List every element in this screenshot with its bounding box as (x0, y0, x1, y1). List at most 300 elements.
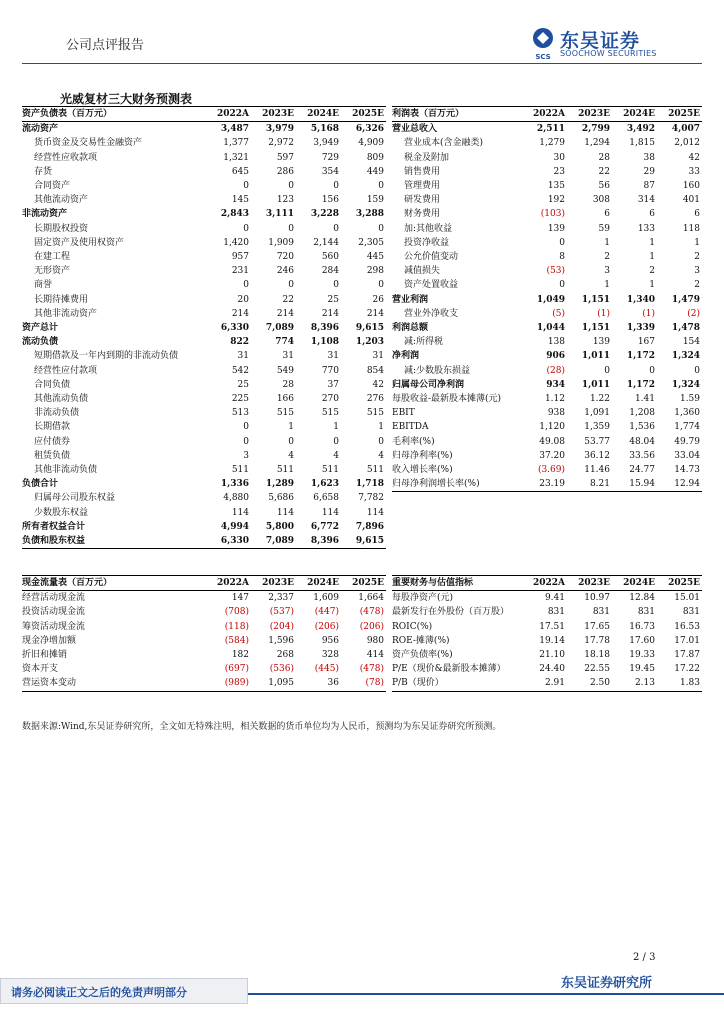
row-label: 利润总额 (392, 323, 429, 334)
table-row (392, 349, 702, 363)
cell-value: 401 (682, 195, 700, 206)
row-label: 营业利润 (392, 294, 429, 305)
cell-value: 14.73 (674, 465, 700, 476)
cell-value: (445) (314, 664, 339, 675)
table-row (392, 676, 702, 691)
table-row (22, 349, 386, 363)
cell-value: 118 (682, 223, 700, 234)
cell-value: 5,168 (310, 124, 339, 135)
disclaimer-notice: 请务必阅读正文之后的免责声明部分 (0, 978, 248, 1004)
cell-value: 1,151 (581, 323, 610, 334)
cell-value: 3,111 (265, 209, 294, 220)
year-header: 2022A (522, 576, 567, 591)
cell-value: 1,151 (581, 294, 610, 305)
cell-value: 28 (282, 379, 294, 390)
table-row (22, 662, 386, 676)
cell-value: 139 (592, 337, 610, 348)
row-label: 在建工程 (34, 252, 71, 263)
table-row (22, 335, 386, 349)
cell-value: 1,377 (223, 138, 249, 149)
table-row (22, 378, 386, 392)
cell-value: 10.97 (584, 593, 610, 604)
row-label: 长期股权投资 (34, 223, 89, 234)
table-row (22, 207, 386, 221)
cell-value: 87 (643, 181, 655, 192)
table-row (392, 250, 702, 264)
year-header: 2025E (657, 576, 702, 591)
cell-value: 0 (288, 280, 294, 291)
cell-value: 1,359 (584, 422, 610, 433)
cell-value: 231 (231, 266, 249, 277)
cell-value: 2,799 (581, 124, 610, 135)
table-header-row (22, 107, 386, 122)
cell-value: 1,718 (355, 479, 384, 490)
cell-value: 934 (546, 379, 565, 390)
year-header: 2024E (612, 576, 657, 591)
cell-value: 980 (366, 635, 384, 646)
cell-value: 42 (372, 379, 384, 390)
cell-value: 18.18 (584, 650, 610, 661)
row-label: 减:所得税 (404, 337, 444, 348)
cell-value: 42 (688, 152, 700, 163)
cell-value: 1,095 (251, 676, 296, 691)
row-label: 管理费用 (404, 181, 441, 192)
cell-value: 1 (604, 280, 610, 291)
year-header: 2023E (567, 576, 612, 591)
cell-value: 24.77 (629, 465, 655, 476)
cell-value: 1,279 (539, 138, 565, 149)
cell-value: 3,979 (265, 124, 294, 135)
row-label: 营业总收入 (392, 124, 438, 135)
cell-value: 2,337 (268, 593, 294, 604)
cell-value: (206) (359, 621, 384, 632)
row-label: 公允价值变动 (404, 252, 459, 263)
cell-value: 0 (333, 181, 339, 192)
cell-value: 1,324 (671, 351, 700, 362)
cell-value: 1,172 (626, 379, 655, 390)
row-label: 营运资本变动 (22, 676, 206, 691)
table-title: 重要财务与估值指标 (392, 576, 522, 591)
table-row (22, 278, 386, 292)
table-row (392, 620, 702, 634)
table-row (22, 193, 386, 207)
cell-value: 1.83 (657, 676, 702, 691)
year-header: 2023E (251, 107, 296, 122)
cell-value: 1,108 (310, 337, 339, 348)
cell-value: (478) (359, 664, 384, 675)
cell-value: 145 (231, 195, 249, 206)
cell-value: 192 (547, 195, 565, 206)
cell-value: (3.69) (537, 465, 565, 476)
cell-value: 48.04 (629, 436, 655, 447)
cell-value: 6 (604, 209, 610, 220)
cell-value: 1,208 (629, 408, 655, 419)
cell-value: 123 (276, 195, 294, 206)
table-row (392, 179, 702, 193)
ratios-table (392, 575, 702, 692)
table-row (22, 293, 386, 307)
cell-value: 2,012 (674, 138, 700, 149)
cell-value: 17.65 (584, 621, 610, 632)
year-header: 2023E (567, 107, 612, 122)
cell-value: 1,664 (358, 593, 384, 604)
row-label: 归属母公司净利润 (392, 379, 465, 390)
cell-value: (708) (224, 607, 249, 618)
cell-value: 23.19 (522, 477, 567, 492)
cell-value: 7,782 (358, 493, 384, 504)
income-statement-table (392, 106, 702, 492)
cell-value: 542 (231, 365, 249, 376)
cell-value: 0 (559, 237, 565, 248)
row-label: 无形资产 (34, 266, 71, 277)
cell-value: 0 (559, 280, 565, 291)
table-row (22, 634, 386, 648)
row-label: 经营性应付款项 (34, 365, 98, 376)
year-header: 2023E (251, 576, 296, 591)
cell-value: 1,609 (313, 593, 339, 604)
page-number: 2 / 3 (633, 952, 656, 963)
cell-value: 549 (276, 365, 294, 376)
year-header: 2025E (657, 107, 702, 122)
cell-value: 308 (592, 195, 610, 206)
row-label: 资产总计 (22, 323, 59, 334)
table-row (22, 236, 386, 250)
cell-value: 53.77 (584, 436, 610, 447)
cell-value: 31 (237, 351, 249, 362)
cell-value: 36.12 (584, 450, 610, 461)
balance-sheet-table (22, 106, 386, 549)
row-label: 资本开支 (22, 664, 59, 675)
table-row (392, 151, 702, 165)
cell-value: 3,492 (626, 124, 655, 135)
cell-value: 159 (366, 195, 384, 206)
table-title: 利润表（百万元） (392, 107, 522, 122)
cell-value: 4 (333, 450, 339, 461)
row-label: 租赁负债 (34, 450, 71, 461)
cell-value: 1,091 (584, 408, 610, 419)
table-row (22, 136, 386, 150)
cell-value: 16.73 (629, 621, 655, 632)
row-label: 长期待摊费用 (34, 294, 89, 305)
cell-value: 511 (321, 465, 339, 476)
cell-value: 1,340 (626, 294, 655, 305)
cell-value: 25 (237, 379, 249, 390)
cell-value: 167 (637, 337, 655, 348)
row-label: 减:少数股东损益 (404, 365, 471, 376)
cell-value: 1,011 (581, 379, 610, 390)
row-label: 每股收益-最新股本摊薄(元) (392, 394, 502, 405)
cell-value: 33 (688, 166, 700, 177)
cell-value: 8,396 (310, 323, 339, 334)
cell-value: 0 (333, 436, 339, 447)
row-label: 每股净资产(元) (392, 593, 454, 604)
cell-value: 276 (366, 394, 384, 405)
table-row (392, 463, 702, 477)
row-label: 非流动资产 (22, 209, 68, 220)
cell-value: 831 (682, 607, 700, 618)
year-header: 2024E (612, 107, 657, 122)
table-row (22, 676, 386, 691)
cell-value: 809 (366, 152, 384, 163)
cell-value: 20 (237, 294, 249, 305)
cell-value: 2 (649, 266, 655, 277)
table-row (22, 506, 386, 520)
table-header-row (392, 107, 702, 122)
cell-value: 513 (231, 408, 249, 419)
year-header: 2025E (341, 576, 386, 591)
cell-value: 560 (321, 252, 339, 263)
cell-value: 17.01 (674, 635, 700, 646)
table-row (392, 335, 702, 349)
row-label: 经营性应收款项 (34, 152, 98, 163)
cell-value: 0 (243, 181, 249, 192)
row-label: 归母净利率(%) (392, 450, 453, 461)
cell-value: 1,478 (671, 323, 700, 334)
cell-value: 5,800 (265, 521, 294, 532)
cell-value: 0 (333, 223, 339, 234)
cash-flow-table (22, 575, 386, 692)
year-header: 2022A (206, 107, 251, 122)
cell-value: 1.41 (634, 394, 655, 405)
cell-value: 1.12 (544, 394, 565, 405)
cell-value: 166 (276, 394, 294, 405)
table-row (392, 264, 702, 278)
row-label: 资产处置收益 (404, 280, 459, 291)
table-row (392, 364, 702, 378)
row-label: 非流动负债 (34, 408, 80, 419)
cell-value: 0 (649, 365, 655, 376)
row-label: 净利润 (392, 351, 420, 362)
year-header: 2022A (522, 107, 567, 122)
cell-value: (447) (314, 607, 339, 618)
cell-value: 774 (275, 337, 294, 348)
cell-value: 1,774 (674, 422, 700, 433)
cell-value: 5,686 (268, 493, 294, 504)
row-label: 投资活动现金流 (22, 607, 86, 618)
cell-value: 114 (366, 507, 384, 518)
cell-value: 938 (547, 408, 565, 419)
cell-value: 0 (333, 280, 339, 291)
cell-value: 0 (378, 181, 384, 192)
row-label: 所有者权益合计 (22, 521, 86, 532)
row-label: 减值损失 (404, 266, 441, 277)
cell-value: 0 (288, 181, 294, 192)
cell-value: 1 (649, 252, 655, 263)
table-row (392, 165, 702, 179)
cell-value: (536) (269, 664, 294, 675)
cell-value: 114 (321, 507, 339, 518)
table-row (22, 122, 386, 137)
cell-value: 2,511 (536, 124, 565, 135)
row-label: 经营活动现金流 (22, 593, 86, 604)
table-row (392, 321, 702, 335)
cell-value: 515 (276, 408, 294, 419)
row-label: EBITDA (392, 422, 429, 433)
row-label: 收入增长率(%) (392, 465, 453, 476)
cell-value: 17.22 (674, 664, 700, 675)
cell-value: 31 (282, 351, 294, 362)
cell-value: 19.45 (629, 664, 655, 675)
cell-value: 1,172 (626, 351, 655, 362)
year-header: 2024E (296, 576, 341, 591)
cell-value: (989) (206, 676, 251, 691)
table-row (392, 307, 702, 321)
cell-value: 8.21 (567, 477, 612, 492)
cell-value: 354 (321, 166, 339, 177)
cell-value: 4,909 (358, 138, 384, 149)
cell-value: 956 (321, 635, 339, 646)
cell-value: 147 (231, 593, 249, 604)
cell-value: 0 (378, 223, 384, 234)
table-row (392, 435, 702, 449)
table-row (22, 250, 386, 264)
table-title: 资产负债表（百万元） (22, 107, 206, 122)
cell-value: 515 (366, 408, 384, 419)
cell-value: 2,843 (220, 209, 249, 220)
cell-value: 2 (694, 252, 700, 263)
row-label: P/E（现价&最新股本摊薄） (392, 664, 506, 675)
cell-value: 33.56 (629, 450, 655, 461)
cell-value: 2,305 (358, 237, 384, 248)
cell-value: 2.13 (612, 676, 657, 691)
year-header: 2025E (341, 107, 386, 122)
table-row (22, 406, 386, 420)
cell-value: 1 (604, 237, 610, 248)
row-label: 折旧和摊销 (22, 650, 68, 661)
cell-value: 23 (553, 166, 565, 177)
cell-value: 17.51 (539, 621, 565, 632)
table-row (22, 165, 386, 179)
cell-value: 0 (378, 280, 384, 291)
cell-value: 3 (604, 266, 610, 277)
row-label: 资产负债率(%) (392, 650, 453, 661)
cell-value: (1) (597, 308, 610, 319)
table-row (22, 222, 386, 236)
cell-value: 17.78 (584, 635, 610, 646)
cell-value: 114 (276, 507, 294, 518)
cell-value: 38 (643, 152, 655, 163)
cell-value: 511 (366, 465, 384, 476)
header-divider (22, 63, 702, 64)
table-row (392, 392, 702, 406)
cell-value: 2 (694, 280, 700, 291)
page-title: 光威复材三大财务预测表 (60, 92, 193, 106)
cell-value: 328 (321, 650, 339, 661)
cell-value: 4 (378, 450, 384, 461)
cell-value: 0 (378, 436, 384, 447)
table-row (392, 207, 702, 221)
cell-value: (2) (687, 308, 700, 319)
cell-value: 49.79 (674, 436, 700, 447)
row-label: 营业成本(含金融类) (404, 138, 484, 149)
table-row (392, 293, 702, 307)
table-row (392, 378, 702, 392)
cell-value: 314 (637, 195, 655, 206)
cell-value: 246 (276, 266, 294, 277)
cell-value: 154 (682, 337, 700, 348)
cell-value: (103) (540, 209, 565, 220)
cell-value: 2 (604, 252, 610, 263)
cell-value: 515 (321, 408, 339, 419)
cell-value: 1,360 (674, 408, 700, 419)
cell-value: 9.41 (544, 593, 565, 604)
row-label: 其他流动资产 (34, 195, 89, 206)
cell-value: 6 (649, 209, 655, 220)
cell-value: 11.46 (584, 465, 610, 476)
cell-value: 1,321 (223, 152, 249, 163)
row-label: 最新发行在外股份（百万股） (392, 607, 510, 618)
cell-value: 2,144 (313, 237, 339, 248)
table-row (392, 122, 702, 137)
cell-value: 1,049 (536, 294, 565, 305)
table-row (22, 364, 386, 378)
table-row (392, 236, 702, 250)
table-row (22, 179, 386, 193)
cell-value: 28 (598, 152, 610, 163)
table-row (22, 392, 386, 406)
cell-value: 6,330 (206, 534, 251, 549)
cell-value: 56 (598, 181, 610, 192)
cell-value: 729 (321, 152, 339, 163)
cell-value: 1,294 (584, 138, 610, 149)
row-label: 少数股东权益 (34, 507, 89, 518)
row-label: 负债和股东权益 (22, 534, 206, 549)
cell-value: 214 (231, 308, 249, 319)
table-row (22, 435, 386, 449)
table-row (392, 278, 702, 292)
cell-value: 139 (547, 223, 565, 234)
row-label: 长期借款 (34, 422, 71, 433)
row-label: 筹资活动现金流 (22, 621, 86, 632)
cell-value: 19.33 (629, 650, 655, 661)
logo-en-text: SOOCHOW SECURITIES (560, 49, 657, 58)
cell-value: (204) (269, 621, 294, 632)
cell-value: 3,228 (310, 209, 339, 220)
cell-value: 720 (276, 252, 294, 263)
cell-value: 268 (276, 650, 294, 661)
cell-value: (584) (224, 635, 249, 646)
row-label: 存货 (34, 166, 53, 177)
source-note: 数据来源:Wind,东吴证券研究所，全文如无特殊注明，相关数据的货币单位均为人民币，预测均为东吴证券研究所预测。 (22, 722, 502, 732)
table-row (22, 463, 386, 477)
table-row (22, 449, 386, 463)
table-header-row (22, 576, 386, 591)
cell-value: 1,289 (265, 479, 294, 490)
cell-value: 445 (366, 252, 384, 263)
row-label: 固定资产及使用权资产 (34, 237, 125, 248)
cell-value: 831 (637, 607, 655, 618)
cell-value: 1 (649, 280, 655, 291)
cell-value: 6,772 (310, 521, 339, 532)
cell-value: (537) (269, 607, 294, 618)
table-row (22, 307, 386, 321)
cell-value: (5) (552, 308, 565, 319)
cell-value: 1,596 (268, 635, 294, 646)
cell-value: 8,396 (296, 534, 341, 549)
row-label: 流动负债 (22, 337, 59, 348)
cell-value: 37 (327, 379, 339, 390)
cell-value: 0 (694, 365, 700, 376)
table-row (22, 477, 386, 491)
table-row (392, 662, 702, 676)
row-label: 其他非流动负债 (34, 465, 98, 476)
cell-value: 133 (637, 223, 655, 234)
cell-value: 59 (598, 223, 610, 234)
cell-value: 6,330 (220, 323, 249, 334)
row-label: 财务费用 (404, 209, 441, 220)
cell-value: 449 (366, 166, 384, 177)
table-row (392, 406, 702, 420)
